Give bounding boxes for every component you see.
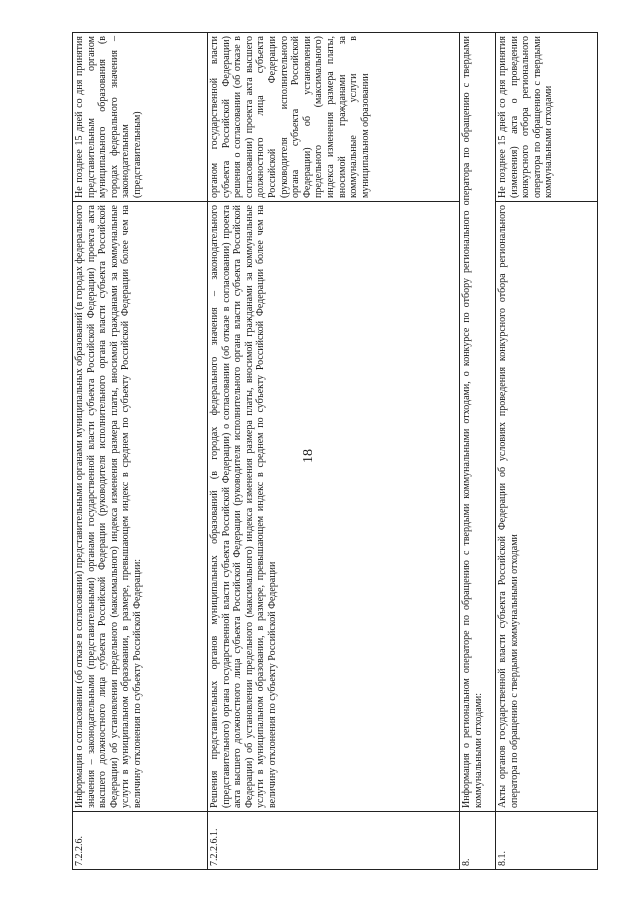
table-row [496,33,598,870]
row-deadline: органом государственной власти субъекта Российской Федерации) решения о согласовании (об отказе в согласовании) проекта акта высшего должностного лица субъекта Российской Федерации (руководителя исполнительного органа субъекта Российской Федерации) об установлении предельного (максимального) индекса изменения размера платы, вносимой гражданами за коммунальные услуги в муниципальном образовании [208,33,460,202]
row-text: Акты органов государственной власти субъекта Российской Федерации об условиях проведения конкурсного отбора регионального оператора по обращению с твердыми коммунальными отходами [496,202,598,812]
rotated-content [72,33,604,870]
page-number: 18 [301,449,316,463]
row-number: 7.2.2.6. [73,812,208,870]
row-deadline: Не позднее 15 дней со дня принятия (изменения) акта о проведении конкурсного отбора регионального оператора по обращению с твердыми коммунальными отходами [496,33,598,202]
row-text: Информация о региональном операторе по обращению с твердыми коммунальными отходами, о конкурсе по отбору регионального оператора по обращению с твердыми коммунальными отходами: [460,33,496,812]
row-text: Информация о согласовании (об отказе в согласовании) представительными органами муниципальных образований (в городах федерального значения – законодательными (представительными) органами государственной власти субъекта Российской Федерации) проекта акта высшего должностного лица субъекта Российской Федерации (руководителя исполнительного органа власти субъекта Российской Федерации) об установлении предельного (максимального) индекса изменения размера платы, вносимой гражданами за коммунальные услуги в муниципальном образовании, в размере, превышающем индекс в среднем по субъекту Российской Федерации более чем на величину отклонения по субъекту Российской Федерации: [73,202,208,812]
row-deadline: Не позднее 15 дней со дня принятия представительным органом муниципального образования (в городах федерального значения – законодательным (представительным) [73,33,208,202]
table-row [460,33,496,870]
table-row [208,33,460,870]
document-table [72,32,598,870]
row-number: 8.1. [496,812,598,870]
row-text: Решения представительных органов муниципальных образований (в городах федерального значения – законодательного (представительного) органа государственной власти субъекта Российской Федерации) о согласовании (об отказе в согласовании) проекта акта высшего должностного лица субъекта Российской Федерации (руководителя исполнительного органа власти субъекта Российской Федерации) об установлении предельного (максимального) индекса изменения размера платы, вносимой гражданами за коммунальные услуги в муниципальном образовании, в размере, превышающем индекс в среднем по субъекту Российской Федерации более чем на величину отклонения по субъекту Российской Федерации [208,202,460,812]
row-number: 8. [460,812,496,870]
table-row [73,33,208,870]
row-number: 7.2.2.6.1. [208,812,460,870]
